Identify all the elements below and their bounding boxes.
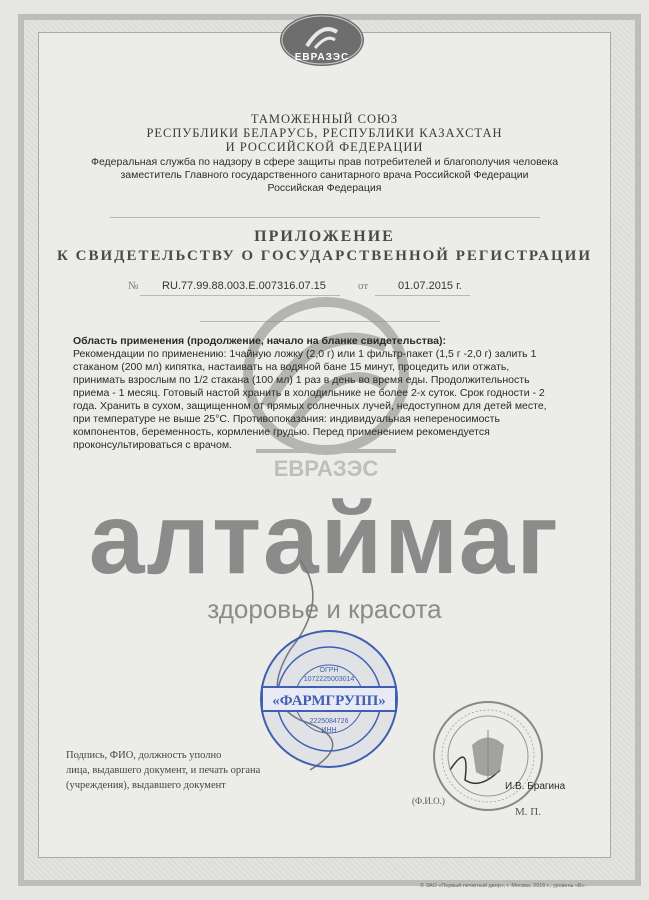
body-line: стаканом (200 мл) кипятка, настаивать на водяной бане 15 минут, процедить или отжать, — [73, 361, 510, 373]
printer-imprint: © ЗАО «Первый печатный двор», г. Москва, 2015 г., уровень «В» — [420, 883, 585, 889]
signature-caption-line-3: (учреждения), выдавшего документ — [66, 780, 226, 791]
body-line: года. Хранить в сухом, защищенном от прямых солнечных лучей, недоступном для детей месте, — [73, 400, 547, 412]
header-republics-1: РЕСПУБЛИКИ БЕЛАРУСЬ, РЕСПУБЛИКИ КАЗАХСТАН — [146, 126, 503, 140]
body-line: компонентов, беременность, кормление грудью. Перед применением рекомендуется — [73, 426, 490, 438]
body-line: Рекомендации по применению: 1чайную ложку (2,0 г) или 1 фильтр-пакет (1,5 г -2,0 г) залить 1 — [73, 348, 537, 360]
signatory-name: И.В. Брагина — [505, 781, 566, 792]
body-line: принимать взрослым по 1/2 стакана (100 мл) 1 раз в день во время еды. Продолжительность — [73, 374, 530, 386]
watermark-brand: алтаймаг — [88, 483, 561, 595]
signature-caption — [66, 748, 366, 793]
document-subtitle: К СВИДЕТЕЛЬСТВУ О ГОСУДАРСТВЕННОЙ РЕГИСТРАЦИИ — [57, 248, 592, 264]
authority-underline — [110, 217, 540, 218]
reg-number: RU.77.99.88.003.Е.007316.07.15 — [162, 280, 326, 292]
body-line: проконсультироваться с врачом. — [73, 439, 232, 451]
stamp-company-name: «ФАРМГРУПП» — [272, 693, 386, 709]
header-service-3: Российская Федерация — [267, 182, 382, 194]
fio-label: (Ф.И.О.) — [412, 796, 445, 806]
stamp-place-label: М. П. — [515, 806, 541, 818]
watermark-tagline: здоровье и красота — [207, 594, 442, 624]
watermark-emblem-text: ЕВРАЗЭС — [273, 456, 379, 481]
header-union: ТАМОЖЕННЫЙ СОЮЗ — [250, 112, 399, 126]
stamp-inn: 2225084726 — [309, 718, 349, 725]
body-line: при температуре не выше 25°С. Противопоказания: индивидуальная непереносимость — [73, 413, 500, 425]
body-line: приема - 1 месяц. Готовый настой хранить в холодильнике не более 2-х суток. Срок годности - 2 — [73, 387, 545, 399]
document-title: ПРИЛОЖЕНИЕ — [254, 228, 395, 245]
reg-no-label: № — [128, 280, 139, 292]
scope-heading: Область применения (продолжение, начало на бланке свидетельства): — [73, 335, 446, 347]
signature-caption-line-2: лица, выдавшего документ, и печать органа — [66, 765, 261, 776]
header-republics-2: И РОССИЙСКОЙ ФЕДЕРАЦИИ — [225, 140, 424, 154]
stamp-ogrn: 1072225003014 — [303, 676, 355, 683]
stamp-ogrn-label: ОГРН — [319, 667, 339, 674]
signature-caption-line-1: Подпись, ФИО, должность уполно — [66, 750, 222, 761]
eurasec-emblem — [277, 12, 367, 68]
scope-text-block — [73, 335, 593, 452]
emblem-text: ЕВРАЗЭС — [294, 52, 350, 63]
stamp-inn-label: ИНН — [321, 727, 337, 734]
reg-date: 01.07.2015 г. — [398, 280, 462, 292]
header-service-2: заместитель Главного государственного санитарного врача Российской Федерации — [120, 169, 529, 181]
header-service-1: Федеральная служба по надзору в сфере защиты прав потребителей и благополучия человека — [90, 156, 559, 168]
official-seal — [432, 700, 544, 812]
reg-from-label: от — [358, 280, 369, 292]
